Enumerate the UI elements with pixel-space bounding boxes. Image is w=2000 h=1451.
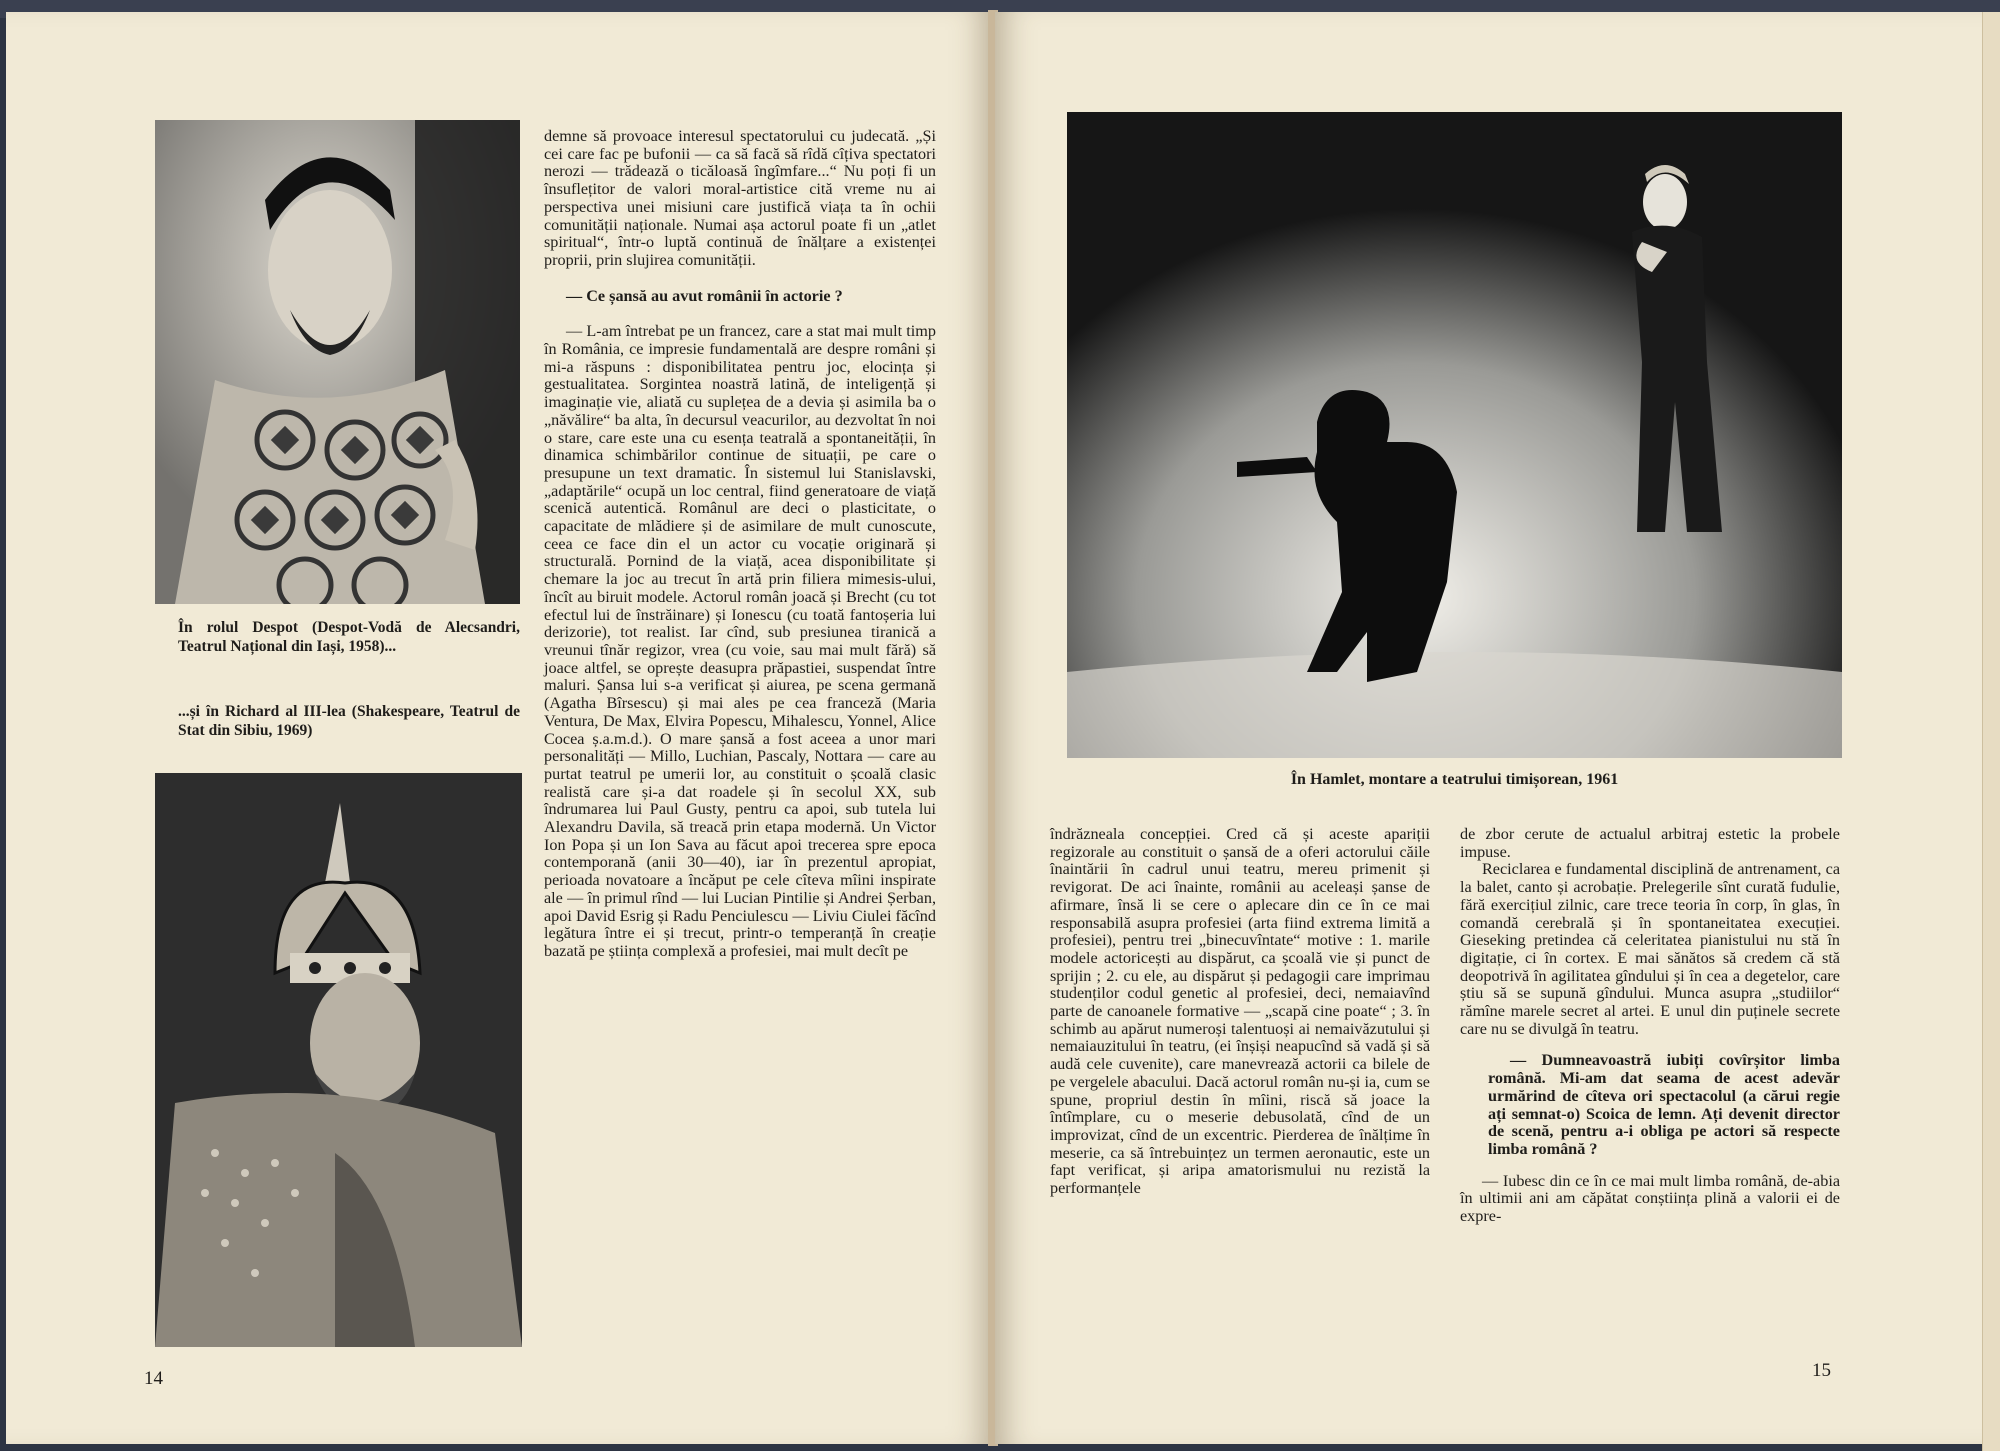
paragraph: — L-am întrebat pe un francez, care a stat mai mult timp în România, ce impresie fundamentală are despre români și mi-a răspuns : disponibilitatea pentru joc, elocința și gestualitatea. Sorgintea noastră latină, de inteligență și imaginație vie, aliată cu suplețea de a devia și asimila ba o „năvălire“ ba alta, în decursul veacurilor, au dezvoltat în noi o stare, care este una cu esența teatrală a spontaneității, în dinamica schimbărilor continue de situații, pe care o presupune un text dramatic. În sistemul lui Stanislavski, „adaptările“ ocupă un loc central, fiind generatoare de viață scenică autentică. Românul are deci o plasticitate, o capacitate de mlădiere și de asimilare de mult cunoscute, ceea ce face din el un actor cu vocație originară și structurală. Pornind de la viață, acea disponibilitate și chemare la joc au trecut în artă prin filiera mimesis-ului, încît au biruit modele. Actorul român joacă și Brecht (cu tot efectul lui de înstrăinare) și Ionescu (cu toată fantoșeria lui derizorie), tot realist. Iar cînd, sub presiunea tiranică a vreunui tînăr regizor, vrea (cu voie, sau mai mult fără) să joace altfel, se oprește deasupra prăpastiei, suspendat între maluri. Șansa lui s-a verificat și aiurea, pe scena germană (Agatha Bîrsescu) și mai ales pe cea franceză (Maria Ventura, De Max, Elvira Popescu, Mihalescu, Yonnel, Alice Cocea ș.a.m.d.). O mare șansă a fost aceea a unor mari personalități — Millo, Luchian, Pascaly, Nottara — care au purtat teatrul pe umerii lor, au constituit o școală clasic realistă care și-a dat roadele și în secolul XX, sub îndrumarea lui Paul Gusty, pentru ca apoi, sub tutela lui Alexandru Davila, să treacă prin etapa modernă. Un Victor Ion Popa și un Ion Sava au făcut apoi trecerea spre epoca contemporană (anii 30—40), iar în prezentul apropiat, perioada novatoare a încăput pe cele cîteva mîini inspirate ale — în primul rînd — lui Lucian Pintilie și Andrei Șerban, apoi David Esrig și Radu Penciulescu — Liviu Ciulei făcînd legătura între ei și trecut, printr-o temperanță în creație bazată pe știința complexă a profesiei, mai mult decît pe: [544, 322, 936, 960]
paragraph: de zbor cerute de actualul arbitraj estetic la probele impuse.: [1460, 825, 1840, 861]
left-text-column: [544, 128, 936, 961]
right-text-column-2: [1460, 826, 1840, 1226]
photo-despot: [155, 120, 520, 604]
paragraph: îndrăzneala concepției. Cred că și aceste apariții regizorale au constituit o șansă de a oferi actorului căile înaintării în cadrul unui teatru, mereu primenit și revigorat. De aci înainte, românii au aceleași șanse de afirmare, însă li se cere o aplecare din ce în ce mai responsabilă asupra profesiei (arta fiind extrema limită a profesiei), pentru trei „binecuvîntate“ motive : 1. marile modele actoricești au dispărut, ca școală vie și punct de sprijin ; 2. cu ele, au dispărut și pedagogii care imprimau studenților codul genetic al profesiei, deci, nemaiavînd parte de canoanele formative — „scapă cine poate“ ; 3. în schimb au apărut numeroși talentuoși ai nemaivăzutului și nemaiauzitului în teatru, (ei înșiși neapucînd să vadă și să audă cele cuvenite), care manevrează actorii ca bilele de pe vergelele abacului. Dacă actorul român nu-și ia, cum se spune, propriul destin în mîini, riscă să joace la întîmplare, cu o meserie debusolată, cînd de un improvizat, cînd de un excentric. Pierderea de înălțime în meserie, ca să întrebuințez un termen aeronautic, este un fapt verificat, și aripa amatorismului nu rezistă la performanțele: [1050, 825, 1430, 1198]
page-number-left: 14: [144, 1368, 163, 1389]
photo-hamlet-caption: În Hamlet, montare a teatrului timișorean, 1961: [1290, 771, 1619, 788]
page-number-right: 15: [1812, 1360, 1831, 1381]
paragraph: — Iubesc din ce în ce mai mult limba română, de-abia în ultimii ani am căpătat conștiința plină a valorii ei de expre-: [1460, 1171, 1840, 1226]
paragraph: Reciclarea e fundamental disciplină de antrenament, ca la balet, canto și acrobație. Prelegerile sînt curată fudulie, fără exercițiul zilnic, care trece teoria în corp, în glas, în comandă cerebrală și în spontaneitatea execuției. Gieseking pretindea că celeritatea pianistului nu stă în digitație, ci în cortex. E mai sănătos să credem că stă deopotrivă în agilitatea gîndului și în cea a degetelor, care știu să se supună gîndului. Munca asupra „studiilor“ rămîne marele secret al artei. E unul din puținele secrete care nu se divulgă în teatru.: [1460, 860, 1840, 1038]
interview-question: — Dumneavoastră iubiți covîrșitor limba română. Mi-am dat seama de acest adevăr urmărind de cîteva ori spectacolul (a cărui regie ați semnat-o) Scoica de lemn. Ați devenit director de scenă, pentru a-i obliga pe actori să respecte limba română ?: [1488, 1051, 1840, 1158]
right-text-column-1: [1050, 826, 1430, 1198]
paragraph: demne să provoace interesul spectatorului cu judecată. „Și cei care fac pe bufonii — ca să facă să rîdă cîțiva spectatori nerozi — trădează o ticăloasă îngîmfare...“ Nu poți fi un însuflețitor de valori moral-artistice cită vreme nu ai perspectiva unei misiuni care justifică viața ta în ochii comunității naționale. Numai așa actorul poate fi un „atlet spiritual“, într-o luptă continuă de înălțare a existenței proprii, prin slujirea comunității.: [544, 127, 936, 269]
photo-richard-iii: [155, 773, 522, 1347]
photo-top-caption: În rolul Despot (Despot-Vodă de Alecsandri, Teatrul Național din Iași, 1958)...: [178, 619, 520, 655]
interview-question: — Ce șansă au avut românii în actorie ?: [566, 286, 843, 305]
right-page: [995, 12, 1985, 1444]
left-page: [6, 12, 991, 1444]
photo-hamlet: [1067, 112, 1842, 758]
photo-bottom-caption: ...și în Richard al III-lea (Shakespeare, Teatrul de Stat din Sibiu, 1969): [178, 703, 520, 739]
book-page-edge: [1982, 12, 2000, 1451]
